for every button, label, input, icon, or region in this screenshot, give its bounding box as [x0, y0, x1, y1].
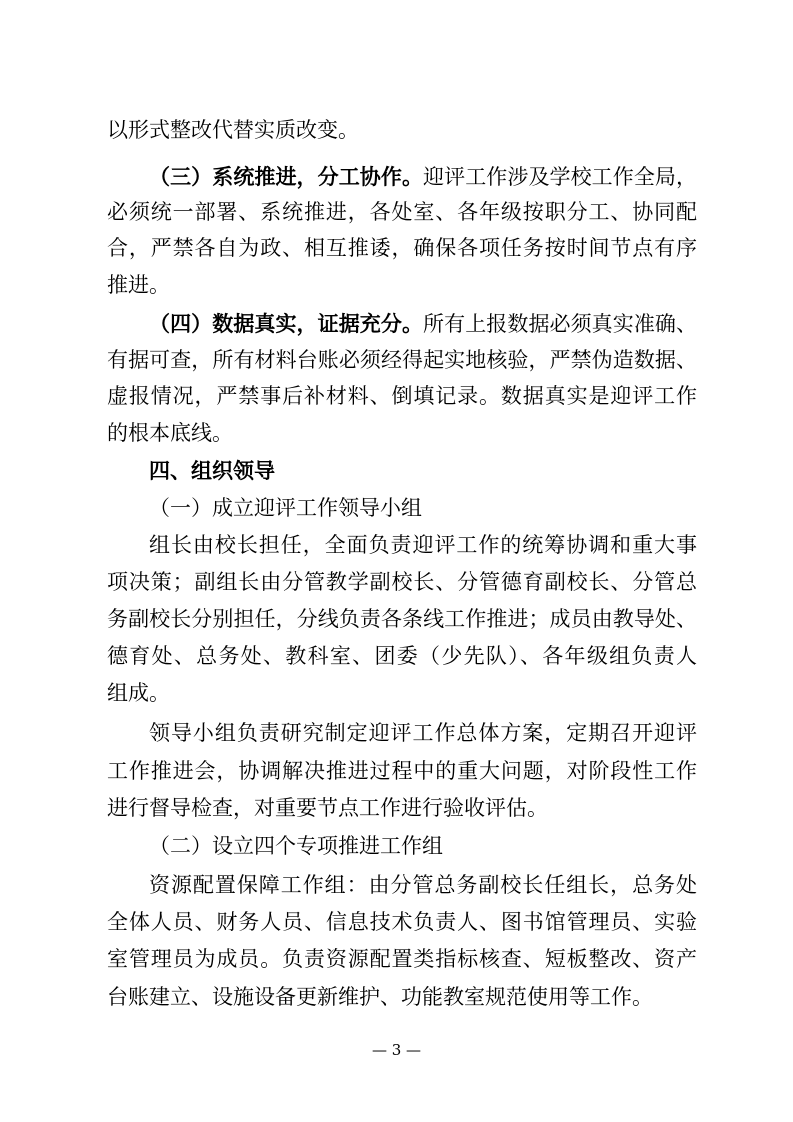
text-line: 务副校长分别担任，分线负责各条线工作推进；成员由教导处、: [107, 607, 697, 631]
item-three-text: 迎评工作涉及学校工作全局，: [423, 165, 697, 189]
text-line: 推进。: [107, 273, 170, 297]
subsection-one-heading: （一）成立迎评工作领导小组: [149, 496, 422, 520]
text-line: 组成。: [107, 681, 170, 705]
text-line: 合，严禁各自为政、相互推诿，确保各项任务按时间节点有序: [107, 236, 697, 260]
item-three-title: （三）系统推进，分工协作。: [149, 164, 424, 189]
text-line: 进行督导检查，对重要节点工作进行验收评估。: [107, 796, 548, 820]
text-line: 虚报情况，严禁事后补材料、倒填记录。数据真实是迎评工作: [107, 384, 697, 408]
page-number: — 3 —: [371, 1041, 422, 1059]
text-line: 德育处、总务处、教科室、团委（少先队）、各年级组负责人: [107, 644, 697, 668]
text-line: 以形式整改代替实质改变。: [107, 118, 359, 142]
text-line: 资源配置保障工作组：由分管总务副校长任组长，总务处: [149, 873, 697, 897]
item-four-first-line: [149, 309, 697, 339]
text-line: 台账建立、设施设备更新维护、功能教室规范使用等工作。: [107, 985, 653, 1009]
text-line: 的根本底线。: [107, 421, 233, 445]
item-four-title: （四）数据真实，证据充分。: [149, 311, 424, 336]
text-line: 工作推进会，协调解决推进过程中的重大问题，对阶段性工作: [107, 759, 697, 783]
text-line: 全体人员、财务人员、信息技术负责人、图书馆管理员、实验: [107, 910, 697, 934]
section-four-heading: 四、组织领导: [149, 459, 275, 483]
text-line: 室管理员为成员。负责资源配置类指标核查、短板整改、资产: [107, 947, 697, 971]
text-line: 项决策；副组长由分管教学副校长、分管德育副校长、分管总: [107, 570, 697, 594]
item-four-text: 所有上报数据必须真实准确、: [423, 312, 697, 336]
text-line: 组长由校长担任，全面负责迎评工作的统筹协调和重大事: [149, 533, 697, 557]
subsection-two-heading: （二）设立四个专项推进工作组: [149, 834, 443, 858]
item-three-first-line: [149, 162, 697, 192]
text-line: 必须统一部署、系统推进，各处室、各年级按职分工、协同配: [107, 200, 697, 224]
text-line: 领导小组负责研究制定迎评工作总体方案，定期召开迎评: [149, 721, 697, 745]
text-line: 有据可查，所有材料台账必须经得起实地核验，严禁伪造数据、: [107, 348, 697, 372]
